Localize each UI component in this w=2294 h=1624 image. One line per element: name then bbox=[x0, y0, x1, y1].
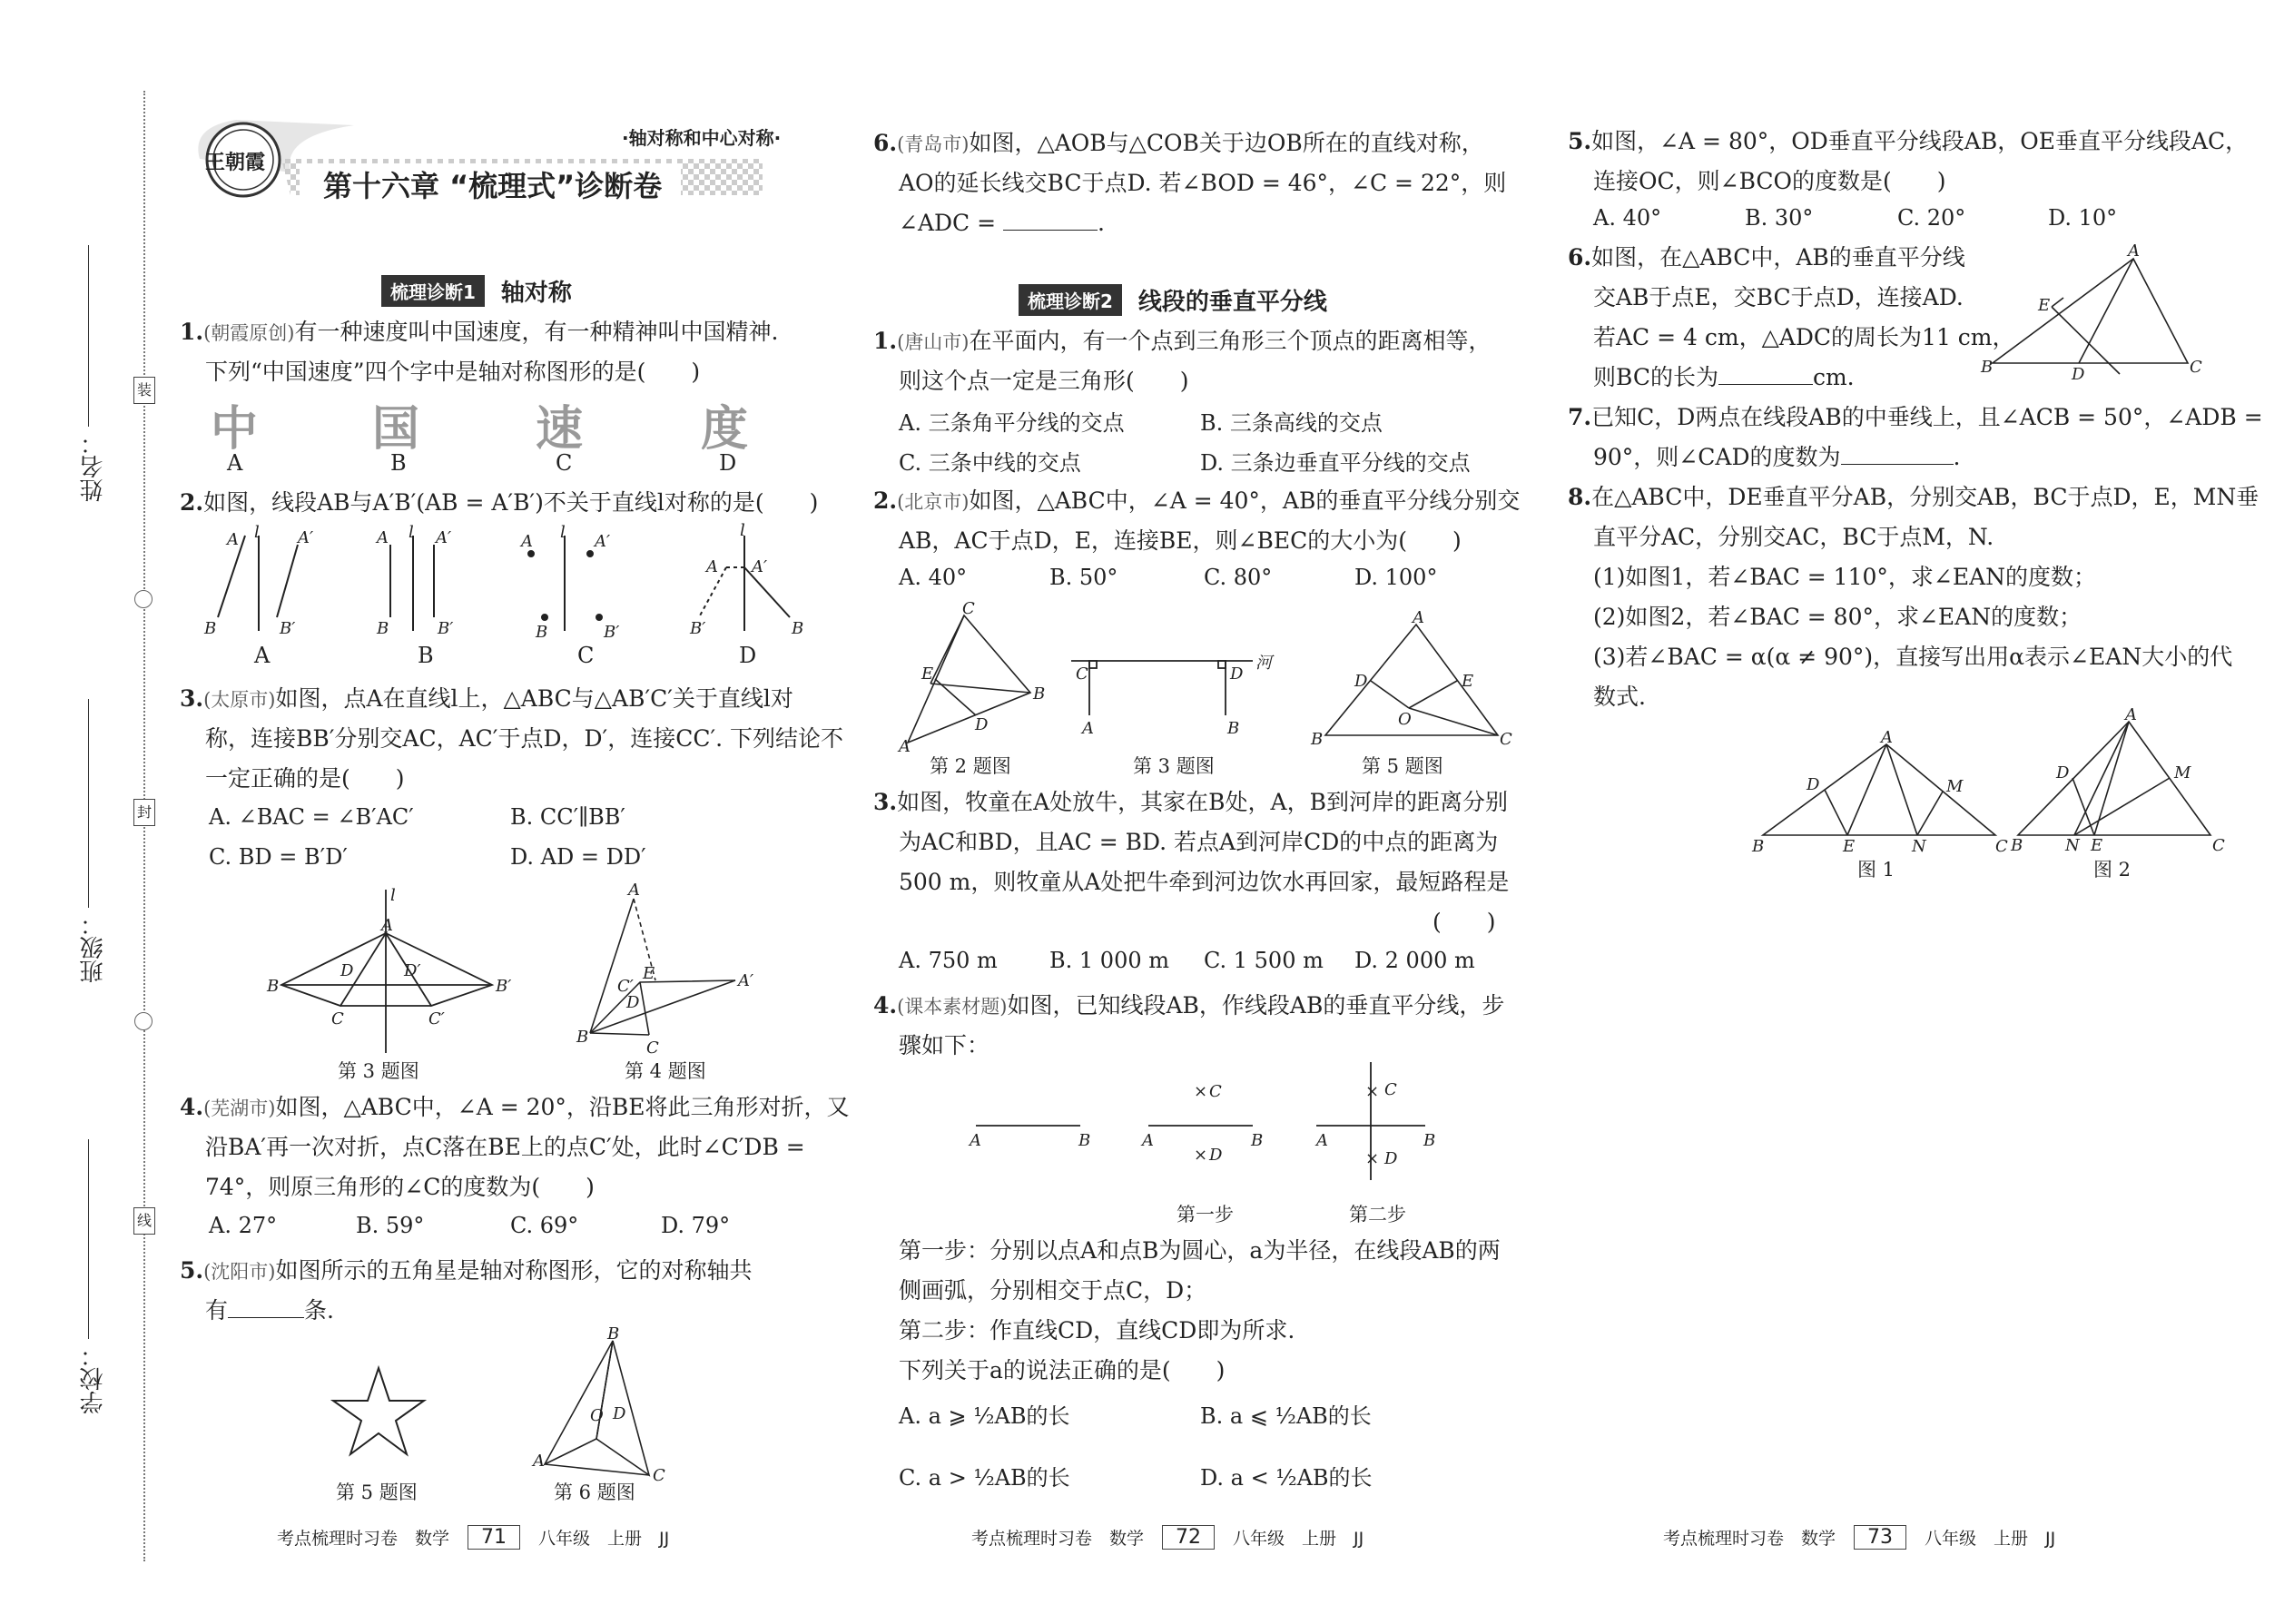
s2-question-3: 3.如图，牧童在A处放牛，其家在B处，A，B到河岸的距离分别 bbox=[873, 789, 1508, 815]
svg-text:C: C bbox=[962, 599, 975, 618]
svg-text:B: B bbox=[267, 977, 280, 996]
s2q8-figure2 bbox=[2011, 705, 2225, 855]
svg-text:B: B bbox=[204, 619, 217, 638]
binding-mark-xian: 线 bbox=[133, 1207, 155, 1235]
svg-text:E: E bbox=[2091, 836, 2103, 855]
svg-text:N: N bbox=[1912, 837, 1926, 856]
s2q5-option-d[interactable]: D. 10° bbox=[2048, 205, 2118, 231]
q3-figure bbox=[254, 886, 527, 1053]
svg-text:河: 河 bbox=[1255, 654, 1272, 673]
svg-text:O: O bbox=[590, 1406, 604, 1425]
s2q8-part3: (3)若∠BAC = α(α ≠ 90°)，直接写出用α表示∠EAN大小的代 bbox=[1593, 644, 2233, 670]
s2-question-1-line2: 则这个点一定是三角形( ) bbox=[899, 368, 1189, 394]
s2q3-answer-paren[interactable]: ( ) bbox=[1433, 909, 1496, 935]
class-label: 班级： bbox=[80, 912, 107, 983]
q6-answer-blank[interactable] bbox=[1003, 230, 1098, 231]
page-number: 72 bbox=[1162, 1525, 1215, 1550]
svg-text:A: A bbox=[2125, 705, 2137, 724]
q2-label-a[interactable]: A bbox=[254, 643, 271, 668]
question-4-line3: 74°，则原三角形的∠C的度数为( ) bbox=[205, 1174, 595, 1200]
svg-text:D: D bbox=[626, 993, 640, 1012]
svg-text:×: × bbox=[1194, 1082, 1208, 1101]
svg-text:C: C bbox=[653, 1466, 665, 1485]
question-1: 1.(朝霞原创)有一种速度叫中国速度，有一种精神叫中国精神. bbox=[180, 319, 779, 345]
svg-text:C′: C′ bbox=[617, 977, 634, 996]
svg-text:B: B bbox=[792, 619, 804, 638]
q1-label-b[interactable]: B bbox=[390, 450, 407, 476]
binding-hole-1 bbox=[134, 590, 153, 608]
s2q8-part3-line2: 数式. bbox=[1593, 684, 1646, 710]
q3-option-c[interactable]: C. BD = B′D′ bbox=[209, 844, 348, 870]
svg-text:B: B bbox=[1981, 358, 1994, 377]
s2q2-option-d[interactable]: D. 100° bbox=[1354, 565, 1438, 590]
svg-text:A: A bbox=[706, 557, 718, 576]
q3-figure-caption: 第 3 题图 bbox=[338, 1060, 419, 1082]
svg-text:N: N bbox=[2065, 836, 2080, 855]
s2-question-4: 4.(课本素材题)如图，已知线段AB，作线段AB的垂直平分线，步 bbox=[873, 992, 1505, 1019]
q2-label-b[interactable]: B bbox=[418, 643, 434, 668]
question-4: 4.(芜湖市)如图，△ABC中，∠A = 20°，沿BE将此三角形对折，又 bbox=[180, 1094, 850, 1120]
binding-dotted-line bbox=[143, 91, 145, 1561]
svg-text:D′: D′ bbox=[404, 961, 421, 980]
svg-text:B′: B′ bbox=[604, 623, 620, 642]
svg-text:B: B bbox=[536, 623, 548, 642]
svg-text:×: × bbox=[1194, 1146, 1208, 1165]
q3-option-a[interactable]: A. ∠BAC = ∠B′AC′ bbox=[209, 804, 414, 830]
svg-text:B: B bbox=[1227, 719, 1240, 738]
question-3-line2: 称，连接BB′分别交AC，AC′于点D，D′，连接CC′. 下列结论不 bbox=[205, 725, 844, 752]
s2q8-part1: (1)如图1，若∠BAC = 110°，求∠EAN的度数； bbox=[1593, 564, 2097, 590]
s2q4-option-b[interactable]: B. a ⩽ ½AB的长 bbox=[1200, 1403, 1372, 1429]
svg-text:D: D bbox=[340, 961, 354, 980]
s2q3-option-b[interactable]: B. 1 000 m bbox=[1049, 948, 1169, 973]
q6-figure-caption: 第 6 题图 bbox=[554, 1481, 635, 1503]
svg-text:D: D bbox=[1807, 775, 1820, 794]
svg-text:E: E bbox=[2038, 296, 2051, 315]
footer-page-73: 考点梳理时习卷 数学 73 八年级 上册 JJ bbox=[1663, 1526, 2056, 1549]
q1-label-a[interactable]: A bbox=[227, 450, 243, 476]
s2q4-step1-text-2: 侧画弧，分别相交于点C，D； bbox=[899, 1277, 1207, 1304]
q2-label-c[interactable]: C bbox=[577, 643, 595, 668]
s2q5-option-b[interactable]: B. 30° bbox=[1745, 205, 1814, 231]
svg-text:A′: A′ bbox=[752, 557, 768, 576]
svg-text:l: l bbox=[409, 523, 414, 542]
svg-text:O: O bbox=[1398, 710, 1412, 729]
s2q2-option-b[interactable]: B. 50° bbox=[1049, 565, 1118, 590]
q2-figures bbox=[191, 521, 826, 663]
s2-question-7-line2: 90°，则∠CAD的度数为 . bbox=[1593, 444, 1961, 470]
s2-question-1: 1.(唐山市)在平面内，有一个点到三角形三个顶点的距离相等， bbox=[873, 328, 1492, 354]
s2q5-figure bbox=[1307, 608, 1516, 749]
s2q1-option-d[interactable]: D. 三条边垂直平分线的交点 bbox=[1200, 450, 1471, 476]
s2q4-construction-figure bbox=[962, 1062, 1452, 1198]
q3-option-b[interactable]: B. CC′∥BB′ bbox=[510, 804, 625, 830]
s2-question-5-line2: 连接OC，则∠BCO的度数是( ) bbox=[1593, 168, 1946, 194]
svg-text:C: C bbox=[1076, 664, 1088, 684]
s2q3-figure-caption: 第 3 题图 bbox=[1133, 755, 1215, 777]
svg-text:A: A bbox=[628, 881, 640, 900]
svg-text:×: × bbox=[1365, 1149, 1380, 1168]
s2q4-step1-caption: 第一步 bbox=[1177, 1204, 1234, 1225]
s2q1-option-a[interactable]: A. 三条角平分线的交点 bbox=[899, 410, 1125, 436]
svg-text:D: D bbox=[975, 715, 989, 734]
footer-page-72: 考点梳理时习卷 数学 72 八年级 上册 JJ bbox=[971, 1526, 1364, 1549]
svg-text:B: B bbox=[1752, 837, 1765, 856]
q4-figure-caption: 第 4 题图 bbox=[625, 1060, 706, 1082]
svg-text:×: × bbox=[1365, 1082, 1380, 1101]
q1-char-a: 中 bbox=[211, 402, 259, 457]
question-4-line2: 沿BA′再一次对折，点C落在BE上的点C′处，此时∠C′DB = bbox=[205, 1134, 805, 1160]
page-number: 73 bbox=[1854, 1525, 1906, 1550]
s2q8-figure1 bbox=[1752, 728, 2008, 856]
section1-header bbox=[381, 274, 572, 308]
svg-text:A: A bbox=[1142, 1131, 1154, 1150]
svg-text:B′: B′ bbox=[438, 619, 454, 638]
svg-text:A: A bbox=[1413, 608, 1424, 627]
svg-text:A: A bbox=[1316, 1131, 1328, 1150]
s2q5-option-c[interactable]: C. 20° bbox=[1897, 205, 1966, 231]
svg-text:B: B bbox=[2011, 836, 2023, 855]
s2q3-option-c[interactable]: C. 1 500 m bbox=[1204, 948, 1324, 973]
s2q8-figure1-caption: 图 1 bbox=[1857, 859, 1895, 881]
binding-hole-2 bbox=[134, 1012, 153, 1030]
question-5: 5.(沈阳市)如图所示的五角星是轴对称图形，它的对称轴共 bbox=[180, 1257, 753, 1284]
svg-text:A: A bbox=[227, 530, 239, 549]
svg-text:A: A bbox=[1881, 728, 1893, 747]
s2q3-figure bbox=[1071, 652, 1289, 752]
svg-text:C: C bbox=[1995, 837, 2008, 856]
q4-option-b[interactable]: B. 59° bbox=[356, 1213, 425, 1238]
svg-text:B: B bbox=[1033, 684, 1046, 704]
section1-title: 轴对称 bbox=[500, 280, 572, 307]
svg-text:E: E bbox=[921, 664, 934, 684]
svg-text:E: E bbox=[1843, 837, 1856, 856]
s2q4-option-d[interactable]: D. a < ½AB的长 bbox=[1200, 1465, 1373, 1491]
svg-text:B′: B′ bbox=[280, 619, 296, 638]
s2q2-option-c[interactable]: C. 80° bbox=[1204, 565, 1273, 590]
s2q3-option-d[interactable]: D. 2 000 m bbox=[1354, 948, 1475, 973]
s2q3-option-a[interactable]: A. 750 m bbox=[899, 948, 998, 973]
svg-text:C: C bbox=[1209, 1082, 1222, 1101]
question-6: 6.(青岛市)如图，△AOB与△COB关于边OB所在的直线对称， bbox=[873, 130, 1484, 156]
s2-question-8-line2: 直平分AC，分别交AC，BC于点M，N. bbox=[1593, 524, 1994, 550]
section2-header bbox=[1019, 283, 1327, 317]
q1-char-c: 速 bbox=[536, 402, 584, 457]
brand-name: 王朝霞 bbox=[205, 151, 266, 174]
s2-question-7: 7.已知C，D两点在线段AB的中垂线上，且∠ACB = 50°，∠ADB = bbox=[1568, 404, 2263, 430]
svg-text:A: A bbox=[377, 528, 389, 547]
svg-text:C′: C′ bbox=[428, 1009, 445, 1029]
svg-text:B: B bbox=[576, 1028, 589, 1047]
s2-question-5: 5.如图，∠A = 80°，OD垂直平分线段AB，OE垂直平分线段AC， bbox=[1568, 128, 2249, 154]
svg-text:E: E bbox=[643, 964, 655, 983]
s2q4-step2-text: 第二步：作直线CD，直线CD即为所求. bbox=[899, 1317, 1295, 1343]
q1-char-d: 度 bbox=[701, 402, 749, 457]
svg-text:D: D bbox=[1230, 664, 1244, 684]
q1-char-b: 国 bbox=[372, 402, 420, 457]
svg-text:C: C bbox=[331, 1009, 344, 1029]
s2q5-figure-caption: 第 5 题图 bbox=[1362, 755, 1443, 777]
s2q4-step2-caption: 第二步 bbox=[1349, 1204, 1406, 1225]
svg-text:A: A bbox=[533, 1452, 545, 1471]
section1-badge: 梳理诊断1 bbox=[381, 275, 485, 307]
q4-option-d[interactable]: D. 79° bbox=[661, 1213, 731, 1238]
question-3-line3: 一定正确的是( ) bbox=[205, 765, 405, 792]
s2q2-figure-caption: 第 2 题图 bbox=[930, 755, 1011, 777]
svg-text:A′: A′ bbox=[298, 528, 314, 547]
s2-question-6-line3: 若AC = 4 cm，△ADC的周长为11 cm， bbox=[1593, 324, 2015, 350]
svg-text:C: C bbox=[1384, 1080, 1397, 1099]
question-6-line3: ∠ADC = . bbox=[899, 210, 1105, 236]
svg-text:A′: A′ bbox=[436, 528, 452, 547]
s2q6-answer-blank[interactable] bbox=[1718, 384, 1813, 385]
svg-text:A: A bbox=[970, 1131, 981, 1150]
q2a-segment-a2b2 bbox=[277, 545, 298, 617]
q4-option-c[interactable]: C. 69° bbox=[510, 1213, 579, 1238]
s2q8-part2: (2)如图2，若∠BAC = 80°，求∠EAN的度数； bbox=[1593, 604, 2082, 630]
s2q6-figure bbox=[1979, 241, 2206, 384]
q2-label-d[interactable]: D bbox=[739, 643, 757, 668]
s2q1-option-b[interactable]: B. 三条高线的交点 bbox=[1200, 410, 1383, 436]
s2-question-2-line2: AB，AC于点D，E，连接BE，则∠BEC的大小为( ) bbox=[899, 527, 1462, 554]
footer-page-71: 考点梳理时习卷 数学 71 八年级 上册 JJ bbox=[277, 1526, 670, 1549]
question-3: 3.(太原市)如图，点A在直线l上，△ABC与△AB′C′关于直线l对 bbox=[180, 685, 793, 712]
question-2: 2.如图，线段AB与A′B′(AB = A′B′)不关于直线l对称的是( ) bbox=[180, 489, 819, 516]
svg-text:l: l bbox=[740, 521, 745, 540]
svg-text:A′: A′ bbox=[595, 532, 611, 551]
s2-question-2: 2.(北京市)如图，△ABC中，∠A = 40°，AB的垂直平分线分别交 bbox=[873, 487, 1521, 514]
q6-figure bbox=[531, 1324, 667, 1493]
svg-text:A: A bbox=[381, 916, 393, 935]
svg-text:M: M bbox=[1946, 777, 1964, 796]
svg-text:l: l bbox=[254, 523, 260, 542]
svg-text:D: D bbox=[1384, 1149, 1398, 1168]
school-field[interactable] bbox=[88, 1139, 89, 1339]
s2q4-option-a[interactable]: A. a ⩾ ½AB的长 bbox=[899, 1403, 1070, 1429]
svg-text:C: C bbox=[2212, 836, 2225, 855]
svg-text:B: B bbox=[1311, 730, 1324, 749]
name-label: 姓名： bbox=[80, 431, 107, 502]
svg-text:D: D bbox=[1209, 1146, 1223, 1165]
binding-mark-zhuang: 装 bbox=[133, 377, 155, 404]
q5-answer-blank[interactable] bbox=[228, 1317, 304, 1318]
school-label: 学校： bbox=[80, 1343, 107, 1414]
svg-text:B: B bbox=[1423, 1131, 1436, 1150]
svg-text:B: B bbox=[1251, 1131, 1264, 1150]
section2-badge: 梳理诊断2 bbox=[1019, 284, 1122, 316]
svg-text:B: B bbox=[1078, 1131, 1091, 1150]
s2q7-answer-blank[interactable] bbox=[1841, 464, 1954, 465]
section2-title: 线段的垂直平分线 bbox=[1137, 289, 1327, 316]
s2-question-8: 8.在△ABC中，DE垂直平分AB，分别交AB，BC于点D，E，MN垂 bbox=[1568, 484, 2260, 510]
question-6-line2: AO的延长线交BC于点D. 若∠BOD = 46°，∠C = 22°，则 bbox=[899, 170, 1507, 196]
s2q8-figure2-caption: 图 2 bbox=[2093, 859, 2132, 881]
s2-question-6-line4: 则BC的长为 cm. bbox=[1593, 364, 1855, 390]
s2q4-step1-text: 第一步：分别以点A和点B为圆心，a为半径，在线段AB的两 bbox=[899, 1237, 1501, 1264]
svg-text:l: l bbox=[560, 523, 566, 542]
s2-question-3-line2: 为AC和BD，且AC = BD. 若点A到河岸CD的中点的距离为 bbox=[899, 829, 1499, 855]
svg-text:B: B bbox=[377, 619, 389, 638]
svg-text:A′: A′ bbox=[738, 971, 754, 990]
q1-label-c[interactable]: C bbox=[556, 450, 573, 476]
svg-text:M: M bbox=[2174, 763, 2191, 782]
s2q4-prompt: 下列关于a的说法正确的是( ) bbox=[899, 1357, 1226, 1383]
svg-text:D: D bbox=[2056, 763, 2070, 782]
svg-text:B′: B′ bbox=[496, 977, 512, 996]
topic-label: ·轴对称和中心对称· bbox=[622, 127, 782, 149]
svg-text:B′: B′ bbox=[690, 619, 706, 638]
svg-text:B: B bbox=[607, 1324, 620, 1343]
s2q1-option-c[interactable]: C. 三条中线的交点 bbox=[899, 450, 1081, 476]
q1-label-d[interactable]: D bbox=[719, 450, 737, 476]
s2-question-6-line2: 交AB于点E，交BC于点D，连接AD. bbox=[1593, 284, 1964, 310]
svg-text:A: A bbox=[1082, 719, 1094, 738]
s2q2-option-a[interactable]: A. 40° bbox=[899, 565, 968, 590]
s2-question-4-line2: 骤如下： bbox=[899, 1032, 990, 1058]
s2q2-figure bbox=[899, 599, 1046, 756]
s2q4-option-c[interactable]: C. a > ½AB的长 bbox=[899, 1465, 1070, 1491]
q5-figure-caption: 第 5 题图 bbox=[336, 1481, 418, 1503]
q3-option-d[interactable]: D. AD = DD′ bbox=[510, 844, 646, 870]
svg-text:E: E bbox=[1462, 672, 1474, 691]
s2-question-6: 6.如图，在△ABC中，AB的垂直平分线 bbox=[1568, 244, 1965, 271]
question-5-line2: 有 条. bbox=[205, 1297, 334, 1324]
svg-text:D: D bbox=[1354, 672, 1368, 691]
svg-text:C: C bbox=[1500, 730, 1512, 749]
q4-figure bbox=[572, 881, 772, 1062]
svg-text:C: C bbox=[646, 1038, 659, 1058]
svg-text:D: D bbox=[2072, 365, 2085, 384]
five-point-star bbox=[331, 1366, 427, 1457]
class-field[interactable] bbox=[88, 699, 89, 908]
name-field[interactable] bbox=[88, 245, 89, 427]
svg-text:A: A bbox=[2128, 241, 2140, 261]
q4-option-a[interactable]: A. 27° bbox=[209, 1213, 278, 1238]
svg-text:C: C bbox=[2190, 358, 2202, 377]
svg-text:A: A bbox=[521, 532, 533, 551]
question-1-line2: 下列“中国速度”四个字中是轴对称图形的是( ) bbox=[205, 359, 701, 385]
svg-text:D: D bbox=[613, 1404, 626, 1423]
s2q5-option-a[interactable]: A. 40° bbox=[1593, 205, 1662, 231]
page-number: 71 bbox=[468, 1525, 520, 1550]
svg-text:A: A bbox=[899, 737, 911, 756]
binding-mark-feng: 封 bbox=[133, 799, 155, 826]
s2-question-3-line3: 500 m，则牧童从A处把牛牵到河边饮水再回家，最短路程是 bbox=[899, 869, 1510, 895]
chapter-title: 第十六章 “梳理式”诊断卷 bbox=[323, 169, 663, 203]
svg-text:l: l bbox=[390, 886, 396, 905]
